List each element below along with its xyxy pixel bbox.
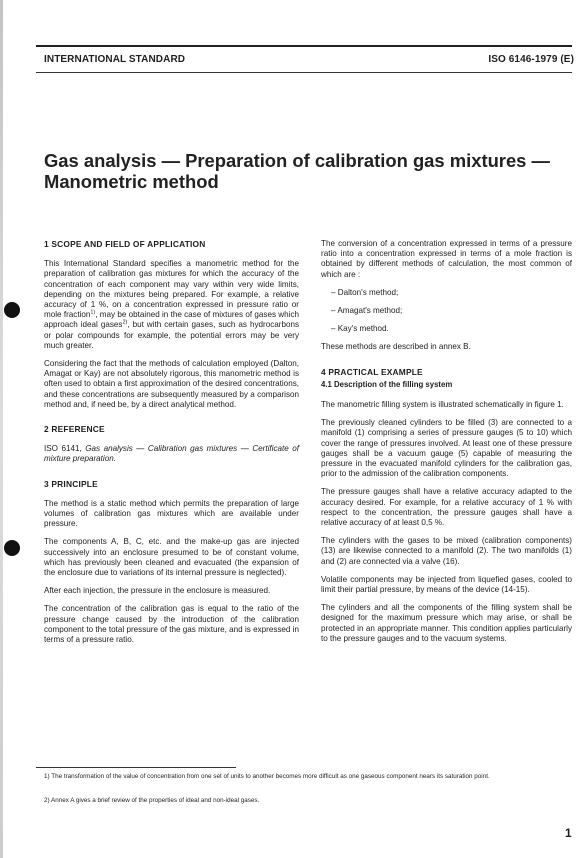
section-4-paragraph-2: The previously cleaned cylinders to be filled (3) are connected to a manifold (1) comprising a series of pressure gauges (5 to 10) which cover the range of pressures involved. At least one of these pressure gauges shall be a vacuum gauge (5) capable of measuring the pressure in the evacuated manifold cylinders for the calibration gas, prior to the admission of the calibration components. — [321, 418, 572, 479]
section-1-paragraph-2: Considering the fact that the methods of calculation employed (Dalton, Amagat or Kay) are not absolutely rigorous, this manometric method is often used to obtain a first approximation of the desired concentrations, and these concentrations are subsequently measured by a comparison method and, if need be, by a direct analytical method. — [44, 359, 299, 409]
section-4-paragraph-5: Volatile components may be injected from liquefied gases, cooled to limit their partial pressure, by means of the device (14-15). — [321, 574, 572, 595]
right-column — [321, 239, 572, 652]
section-3-paragraph-4: The concentration of the calibration gas is equal to the ratio of the pressure change caused by the introduction of the calibration component to the total pressure of the gas mixture, and is expressed in terms of a pressure ratio. — [44, 604, 299, 645]
annex-paragraph: These methods are described in annex B. — [321, 342, 471, 352]
section-1-paragraph-1: This International Standard specifies a manometric method for the preparation of calibration gas mixtures for which the accuracy of the concentration of each component may vary within very wide limits, depending on the mixtures being prepared. For example, a relative accuracy of 1 %, on a concentration expressed in pressure ratio or mole fraction$^{1)}$, may be obtained in the case of mixtures of gases which approach ideal gases$^{2)}$, but with certain gases, such as hydrocarbons or polar compounds for example, the potential errors may be very much greater. — [44, 259, 299, 350]
section-4-paragraph-6: The cylinders and all the components of the filling system shall be designed for the maximum pressure which may arise, or shall be protected in an appropriate manner. This condition applies particularly to the pressure gauges and to the vacuum systems. — [321, 603, 572, 643]
footnote-ref-2: 2) — [122, 319, 128, 326]
section-3-paragraph-3: After each injection, the pressure in the enclosure is measured. — [44, 586, 271, 596]
left-column — [44, 239, 299, 653]
punch-hole-icon — [4, 302, 20, 318]
title-line-1: Gas analysis — Preparation of calibration gas mixtures — — [44, 150, 550, 171]
list-item: – Amagat's method; — [321, 306, 572, 316]
footnote-rule — [36, 767, 236, 768]
list-item: – Dalton's method; — [321, 288, 572, 298]
section-1-heading: 1 SCOPE AND FIELD OF APPLICATION — [44, 239, 206, 249]
footnote-1: 1) The transformation of the value of concentration from one set of units to another becomes more difficult as one gaseous component nears its saturation point. — [44, 773, 490, 780]
section-4-paragraph-3: The pressure gauges shall have a relative accuracy adapted to the accuracy desired. For example, for a relative accuracy of 1 % with respect to the concentration, the pressure gauges shall have a relative accuracy of at least 0,5 %. — [321, 487, 572, 528]
methods-list — [321, 288, 572, 335]
section-2-reference: ISO 6141, Gas analysis — Calibration gas mixtures — Certificate of mixture preparation. — [44, 444, 299, 464]
header-left: INTERNATIONAL STANDARD — [44, 54, 186, 65]
footnote-2: 2) Annex A gives a brief review of the properties of ideal and non-ideal gases. — [44, 797, 260, 804]
section-2-heading: 2 REFERENCE — [44, 424, 105, 435]
section-4-paragraph-1: The manometric filling system is illustrated schematically in figure 1. — [321, 400, 564, 410]
subsection-4-1-heading: 4.1 Description of the filling system — [321, 379, 453, 389]
header-right: ISO 6146-1979 (E) — [488, 54, 574, 65]
header-rule — [36, 45, 572, 47]
footnote-ref-1: 1) — [90, 309, 96, 316]
list-item: – Kay's method. — [321, 324, 572, 334]
page-edge — [0, 0, 3, 858]
page-number: 1 — [565, 826, 572, 840]
conversion-paragraph: The conversion of a concentration expressed in terms of a pressure ratio into a concentration expressed in terms of a mole fraction is obtained by different methods of calculation, the most common of which are : — [321, 239, 572, 279]
punch-hole-icon — [4, 540, 20, 556]
section-3-heading: 3 PRINCIPLE — [44, 478, 98, 489]
title-line-2: Manometric method — [44, 171, 219, 192]
section-4-paragraph-4: The cylinders with the gases to be mixed (calibration components) (13) are likewise connected to a manifold (2). The two manifolds (1) and (2) are connected via a valve (16). — [321, 536, 572, 566]
document-title — [44, 150, 574, 192]
section-3-paragraph-2: The components A, B, C, etc. and the make-up gas are injected successively into an enclosure presumed to be of constant volume, which has previously been cleaned and evacuated (the expansion of the enclosure due to variations of its internal pressure is neglected). — [44, 537, 299, 578]
header-bottom-rule — [36, 72, 572, 73]
section-3-paragraph-1: The method is a static method which permits the preparation of large volumes of calibration gas mixtures which are available under pressure. — [44, 498, 299, 529]
section-4-heading: 4 PRACTICAL EXAMPLE — [321, 366, 423, 377]
